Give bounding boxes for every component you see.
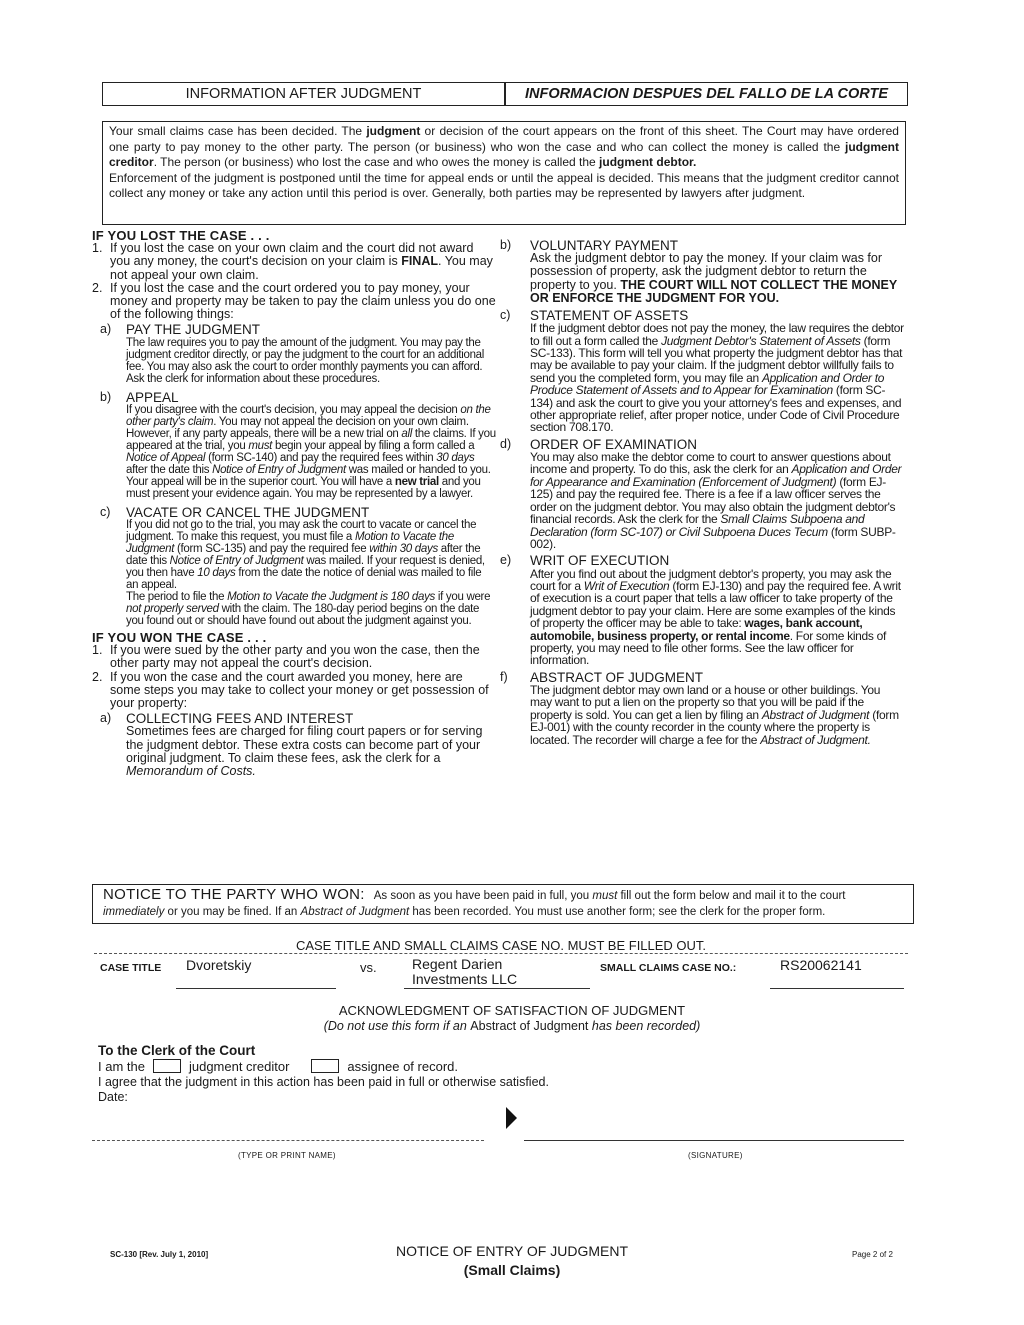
appeal-title: APPEAL <box>126 389 179 405</box>
header-spanish: INFORMACION DESPUES DEL FALLO DE LA CORTE <box>524 86 889 102</box>
signature-arrow-icon <box>506 1107 517 1129</box>
lost-pay-judgment: a) PAY THE JUDGMENT The law requires you to pay the amount of the judgment. You may pay the judgment creditor directly, or pay the judgment to the court for an additional fee. You may also ask the court to order monthly payments you can afford. Ask the clerk for information about these procedures. <box>92 323 496 384</box>
won-collecting-fees: a) COLLECTING FEES AND INTEREST Sometimes fees are charged for filing court papers or for serving the judgment debtor. These extra costs can become part of your original judgment. To claim these fees, ask the clerk for a Memorandum of Costs. <box>92 712 496 778</box>
lost-heading: IF YOU LOST THE CASE . . . <box>92 228 270 243</box>
case-number-field[interactable]: RS20062141 <box>780 957 862 973</box>
to-clerk-heading: To the Clerk of the Court <box>98 1043 256 1058</box>
section-header <box>102 82 908 106</box>
role-row: I am the judgment creditor assignee of record. <box>98 1059 458 1074</box>
case-title-label: CASE TITLE <box>100 962 162 974</box>
order-of-examination: d) ORDER OF EXAMINATION You may also make the debtor come to court to answer questions about income and property. To do this, ask the clerk for an Application and Order for Appearance and Examination (Enforcement of Judgment) (form EJ-125) and pay the required fee. There is a fee if a law officer serves the order on the judgment debtor. You may also obtain the judgment debtor's financial records. Ask the clerk for the Small Claims Subpoena and Declaration (form SC-107) or Civil Subpoena Duces Tecum (form SUBP-002). <box>500 438 904 550</box>
agreement-statement: I agree that the judgment in this action has been paid in full or otherwise satisfied. <box>98 1075 549 1089</box>
lost-appeal: b) APPEAL If you disagree with the court's decision, you may appeal the decision on the other party's claim. You may not appeal the decision on your own claim. However, if any party appeals, there will be a new trial on all the claims. If you appeared at the trial, you must begin your appeal by filing a form called a Notice of Appeal (form SC-140) and pay the required fees within 30 days after the date this Notice of Entry of Judgment was mailed or handed to you. Your appeal will be in the superior court. You will have a new trial and you must present your evidence again. You may be represented by a lawyer. <box>100 389 496 500</box>
abstract-of-judgment-title: ABSTRACT OF JUDGMENT <box>530 669 704 685</box>
defendant-underline <box>404 988 590 989</box>
collecting-fees-title: COLLECTING FEES AND INTEREST <box>126 711 354 727</box>
writ-of-execution: e) WRIT OF EXECUTION After you find out about the judgment debtor's property, you may ask the court for a Writ of Execution (form EJ-130) and pay the required fee. A writ of execution is a court paper that tells a law officer to take property of the judgment debtor to pay your claim. Here are some examples of the kinds of property the officer may be able to take: wages, bank account, automobile, business property, or rental income. For some kinds of property, you may need to file other forms. See the law officer for information. <box>500 554 904 666</box>
acknowledgment-title: ACKNOWLEDGMENT OF SATISFACTION OF JUDGMENT <box>338 1003 686 1018</box>
case-number-underline <box>770 988 904 989</box>
lost-item-2: 2. If you lost the case and the court ordered you to pay money, your money and property may be taken to pay the claim unless you do one of the following things: <box>92 280 496 322</box>
assignee-checkbox[interactable] <box>311 1059 339 1073</box>
intro-box <box>102 121 906 225</box>
plaintiff-field[interactable]: Dvoretskiy <box>186 957 252 973</box>
header-english: INFORMATION AFTER JUDGMENT <box>103 83 506 105</box>
won-item-1: 1. If you were sued by the other party and you won the case, then the other party may not appeal the court's decision. <box>92 643 480 671</box>
acknowledgment-subtitle: (Do not use this form if an Abstract of Judgment has been recorded) <box>323 1019 701 1033</box>
won-item-2: 2. If you won the case and the court awarded you money, here are some steps you may take to collect your money or get possession of your property: <box>92 669 489 711</box>
order-of-examination-title: ORDER OF EXAMINATION <box>530 436 698 452</box>
right-column <box>500 239 904 750</box>
page-number: Page 2 of 2 <box>852 1250 893 1259</box>
defendant-field[interactable]: Regent Darien Investments LLC <box>412 956 518 987</box>
case-banner: CASE TITLE AND SMALL CLAIMS CASE NO. MUST BE FILLED OUT. <box>290 938 712 953</box>
left-column <box>92 229 496 778</box>
statement-of-assets: c) STATEMENT OF ASSETS If the judgment debtor does not pay the money, the law requires the debtor to fill out a form called the Judgment Debtor's Statement of Assets (form SC-133). This form will tell you what property the judgment debtor has that may be available to pay your claim. If the judgment debtor willfully fails to send you the completed form, you may file an Application and Order to Produce Statement of Assets and to Appear for Examination (form SC-134) and ask the court to give you your attorney's fees and expenses, and other appropriate relief, after proper notice, under Code of Civil Procedure section 708.170. <box>500 308 904 435</box>
intro-paragraph-1: Your small claims case has been decided. The judgment or decision of the court appears on the front of this sheet. The Court may have ordered one party to pay money to the other party. The person (or business) who won the case and who can collect the money is called the judgment creditor. The person (or business) who lost the case and who owes the money is called the judgment debtor. <box>109 124 899 169</box>
voluntary-payment-title: VOLUNTARY PAYMENT <box>530 238 679 253</box>
print-name-label: (TYPE OR PRINT NAME) <box>238 1151 336 1160</box>
date-label: Date: <box>98 1090 128 1104</box>
intro-paragraph-2: Enforcement of the judgment is postponed until the time for appeal ends or until the appeal is decided. This means that the judgment creditor cannot collect any money or take any action until this period is over. Generally, both parties may be represented by lawyers after judgment. <box>109 170 899 200</box>
notice-title: NOTICE TO THE PARTY WHO WON: <box>103 886 365 903</box>
pay-judgment-title: PAY THE JUDGMENT <box>126 322 261 338</box>
notice-box: NOTICE TO THE PARTY WHO WON: As soon as you have been paid in full, you must fill out the form below and mail it to the court immediately or you may be fined. If an Abstract of Judgment has been recorded. You must use another form; see the clerk for the proper form. <box>92 884 914 924</box>
lost-vacate: c) VACATE OR CANCEL THE JUDGMENT If you did not go to the trial, you may ask the court to vacate or cancel the judgment. To make this request, you must file a Motion to Vacate the Judgment (form SC-135) and pay the required fee within 30 days after the date this Notice of Entry of Judgment was mailed. If your request is denied, you then have 10 days from the date the notice of denial was mailed to file an appeal. The period to file the Motion to Vacate the Judgment is 180 days if you were not properly served with the claim. The 180-day period begins on the date you found out or should have found out about the judgment against you. <box>92 506 496 627</box>
signature-field[interactable] <box>524 1140 904 1141</box>
print-name-field[interactable] <box>92 1140 484 1141</box>
case-number-label: SMALL CLAIMS CASE NO.: <box>600 962 737 974</box>
judgment-creditor-checkbox[interactable] <box>153 1059 181 1073</box>
versus-label: vs. <box>360 960 377 975</box>
form-id: SC-130 [Rev. July 1, 2010] <box>110 1250 209 1259</box>
plaintiff-underline <box>176 988 336 989</box>
writ-of-execution-title: WRIT OF EXECUTION <box>530 553 670 569</box>
vacate-title: VACATE OR CANCEL THE JUDGMENT <box>126 504 370 520</box>
abstract-of-judgment: f) ABSTRACT OF JUDGMENT The judgment debtor may own land or a house or other buildings. You may want to put a lien on the property so that you will be paid if the property is sold. You can get a lien by filing an Abstract of Judgment (form EJ-001) with the county recorder in the county where the property is located. The recorder will charge a fee for the Abstract of Judgment. <box>500 671 904 746</box>
footer-title: NOTICE OF ENTRY OF JUDGMENT (Small Claims) <box>395 1243 629 1278</box>
voluntary-payment: b) VOLUNTARY PAYMENT Ask the judgment debtor to pay the money. If your claim was for possession of property, ask the judgment debtor to return the property to you. THE COURT WILL NOT COLLECT THE MONEY OR ENFORCE THE JUDGMENT FOR YOU. <box>500 239 904 305</box>
signature-label: (SIGNATURE) <box>688 1151 743 1160</box>
statement-of-assets-title: STATEMENT OF ASSETS <box>530 308 689 324</box>
won-heading: IF YOU WON THE CASE . . . <box>92 630 267 646</box>
lost-item-1: 1. If you lost the case on your own claim and the court did not award you any money, the court's decision on your claim is FINAL. You may not appeal your own claim. <box>92 241 493 282</box>
